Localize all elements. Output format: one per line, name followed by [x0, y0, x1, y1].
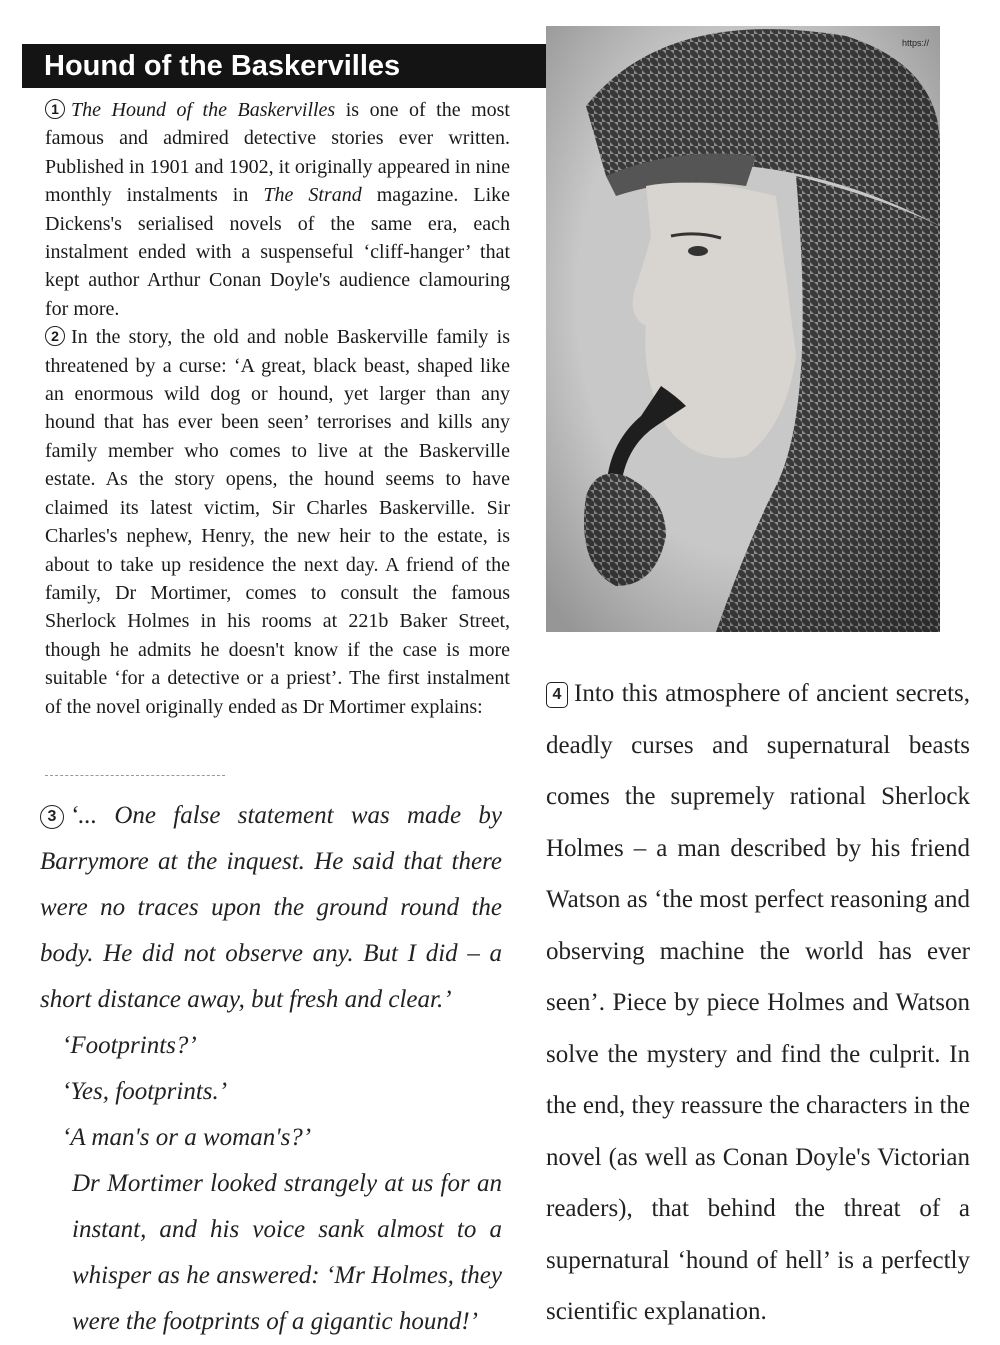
portrait-illustration	[546, 26, 940, 632]
paragraph-1	[45, 96, 510, 323]
page-title: Hound of the Baskervilles	[44, 50, 401, 82]
extract-line-2: ‘Footprints?’	[62, 1032, 197, 1059]
extract-line-4: ‘A man's or a woman's?’	[62, 1124, 312, 1151]
paragraph-2	[45, 323, 510, 721]
paragraph-1-text-b: magazine. Like Dickens's serialised novels of the same era, each instalment ended with a suspenseful ‘cliff-hanger’ that kept author Arthur Conan Doyle's audience clamouring for more.	[45, 184, 511, 320]
paragraph-4-text: Into this atmosphere of ancient secrets, deadly curses and supernatural beasts comes the supremely rational Sherlock Holmes – a man described by his friend Watson as ‘the most perfect reasoning and observing machine the world has ever seen’. Piece by piece Holmes and Watson solve the mystery and find the culprit. In the end, they reassure the characters in the novel (as well as Conan Doyle's Victorian readers), that behind the threat of a supernatural ‘hound of hell’ is a perfectly scientific explanation.	[546, 680, 970, 1325]
extract-line-5: Dr Mortimer looked strangely at us for an instant, and his voice sank almost to a whisper as he answered: ‘Mr Holmes, they were the footprints of a gigantic hound!’	[72, 1170, 502, 1335]
novel-extract	[40, 793, 502, 1345]
extract-line-1	[40, 793, 502, 1023]
paragraph-2-number: 2	[45, 326, 65, 346]
sherlock-holmes-photo	[546, 26, 940, 632]
paragraph-2-text: In the story, the old and noble Baskerville family is threatened by a curse: ‘A great, black beast, shaped like an enormous wild dog or hound, yet larger than any hound that has ever been seen’ terrorises and kills any family member who comes to live at the Baskerville estate. As the story opens, the hound seems to have claimed its latest victim, Sir Charles Baskerville. Sir Charles's nephew, Henry, the new heir to the estate, is about to take up residence the next day. A friend of the family, Dr Mortimer, comes to consult the famous Sherlock Holmes in his rooms at 221b Baker Street, though he admits he doesn't know if the case is more suitable ‘for a detective or a priest’. The first instalment of the novel originally ended as Dr Mortimer explains:	[45, 326, 510, 718]
extract-line-3: ‘Yes, footprints.’	[62, 1078, 228, 1105]
book-title: The Hound of the Baskervilles	[71, 99, 336, 121]
extract-text-1: ‘... One false statement was made by Barrymore at the inquest. He said that there were no traces upon the ground round the body. He did not observe any. But I did – a short distance away, but fresh and clear.’	[40, 802, 502, 1013]
article-left-column	[45, 96, 510, 721]
paragraph-3-number: 3	[40, 805, 64, 829]
paragraph-1-number: 1	[45, 99, 65, 119]
magazine-title: The Strand	[263, 184, 362, 207]
paragraph-4-number: 4	[546, 682, 568, 708]
divider	[45, 775, 225, 779]
paragraph-1-text-a: is one of the most famous and admired detective stories ever written. Published in 1901 and 1902, it originally appeared in nine monthly instalments in	[45, 99, 510, 207]
photo-watermark: https://	[902, 38, 930, 48]
paragraph-4	[546, 668, 970, 1338]
title-bar	[22, 44, 548, 88]
